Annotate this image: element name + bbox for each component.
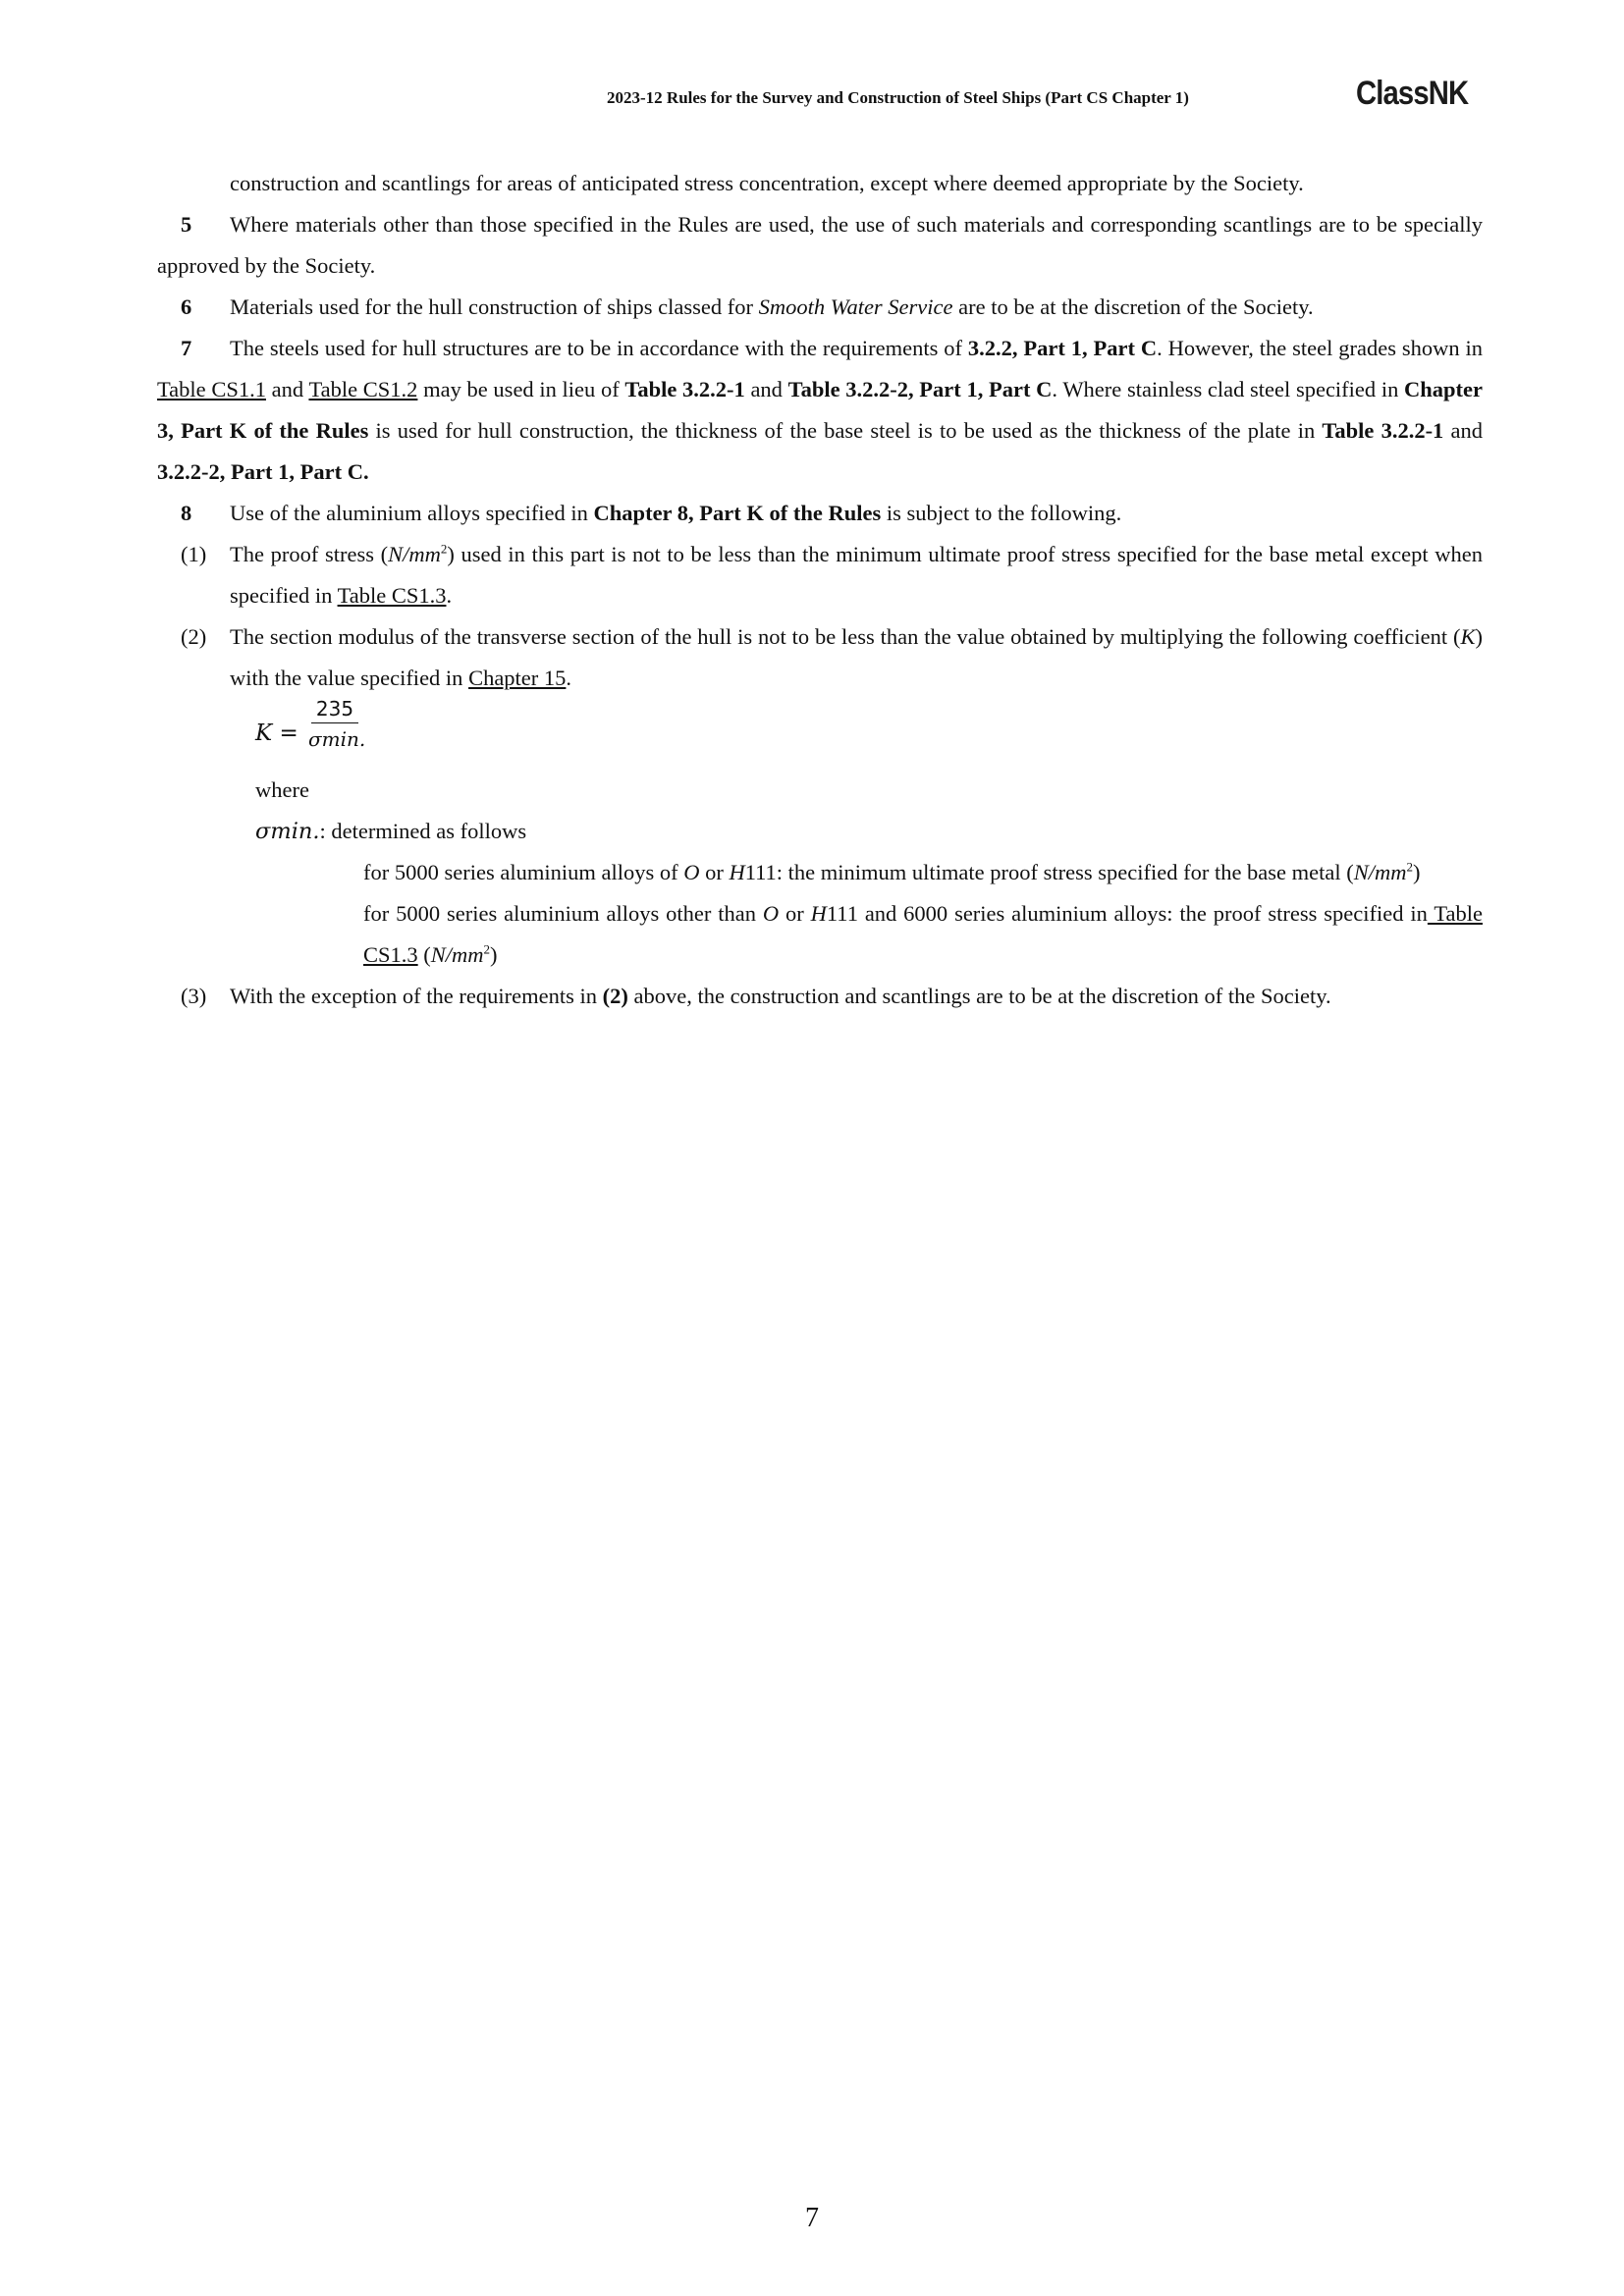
text: is used for hull construction, the thickness of the base steel is to be used as the thickness of the plate in [368,418,1323,443]
list-item-3 [157,976,1483,1017]
paragraph-5 [157,204,1483,287]
item-number: (3) [181,984,207,1008]
paragraph-number: 7 [181,336,192,360]
text: . Where stainless clad steel specified in [1052,377,1405,401]
link-table-cs1-2[interactable]: Table CS1.2 [308,377,418,401]
paragraph-6 [157,287,1483,328]
link-table-cs1-3[interactable]: Table CS1.3 [337,583,447,608]
paragraph-text: are to be at the discretion of the Society. [952,294,1314,319]
temper-symbol: H [810,901,827,926]
page-number: 7 [805,2203,819,2233]
list-item-1 [157,534,1483,616]
reference-bold: 3.2.2-2, Part 1, Part C. [157,459,369,484]
definition-5000-o-h111 [157,852,1483,893]
formula-numerator: 235 [315,697,354,721]
item-number: (1) [181,542,207,566]
sigma-symbol: σmin. [255,819,320,844]
reference-bold: Chapter 8, Part K of the Rules [593,501,882,525]
text: : determined as follows [319,819,527,843]
text: for 5000 series aluminium alloys other than [363,901,763,926]
text: . However, the steel grades shown in [1157,336,1483,360]
text: 111 and 6000 series aluminium alloys: the proof stress specified in [826,901,1428,926]
unit: N/mm [388,542,441,566]
superscript: 2 [1406,859,1414,875]
classnk-logo: ClassNK [1356,75,1469,112]
coefficient-symbol: K [1460,624,1476,649]
formula-lhs: K = [255,721,298,746]
text: or [699,860,730,884]
text: above, the construction and scantlings are to be at the discretion of the Society. [627,984,1331,1008]
paragraph-text: Where materials other than those specified in the Rules are used, the use of such materials and corresponding scantlings are to be specially approved by the Society. [157,212,1483,278]
temper-symbol: O [762,901,780,926]
text: With the exception of the requirements in [230,984,603,1008]
temper-symbol: O [683,860,700,884]
unit: N/mm [1353,860,1407,884]
list-item-2 [157,616,1483,699]
text: or [779,901,811,926]
superscript: 2 [483,941,491,957]
where-label: where [255,777,309,802]
temper-symbol: H [729,860,745,884]
link-table-cs1-3[interactable]: Table CS1.3 [363,901,1484,967]
link-table-cs1-1[interactable]: Table CS1.1 [157,377,266,401]
item-number: (2) [181,624,207,649]
text: . [566,666,572,690]
document-body [157,163,1483,1017]
text: ) with the value specified in [230,624,1483,690]
text: ) [490,942,498,967]
text: The proof stress ( [230,542,389,566]
text: The steels used for hull structures are to be in accordance with the requirements of [230,336,968,360]
text: ( [417,942,431,967]
header-title: 2023-12 Rules for the Survey and Construction of Steel Ships (Part CS Chapter 1) [607,88,1189,107]
text: The section modulus of the transverse section of the hull is not to be less than the value obtained by multiplying the following coefficient ( [230,624,1461,649]
reference-bold: (2) [602,984,628,1008]
paragraph-7 [157,328,1483,493]
unit: N/mm [430,942,484,967]
formula-denominator: σmin. [308,727,366,751]
text: and [265,377,309,401]
text: for 5000 series aluminium alloys of [363,860,684,884]
coefficient-formula [255,699,1483,770]
paragraph-number: 8 [181,501,192,525]
paragraph-8 [157,493,1483,534]
paragraph-number: 5 [181,212,192,237]
text: ) [1413,860,1421,884]
text: Use of the aluminium alloys specified in [230,501,594,525]
definition-other-alloys [157,893,1483,976]
sigma-definition [157,811,1483,852]
text: 111: the minimum ultimate proof stress specified for the base metal ( [744,860,1354,884]
formula-fraction [308,695,366,755]
text: may be used in lieu of [417,377,625,401]
reference-bold: Chapter 3, Part K of the Rules [157,377,1484,443]
reference-bold: Table 3.2.2-1 [624,377,745,401]
superscript: 2 [440,541,448,557]
paragraph-4-continuation: construction and scantlings for areas of anticipated stress concentration, except where deemed appropriate by the Society. [230,171,1304,195]
reference-bold: 3.2.2, Part 1, Part C [967,336,1158,360]
text: ) used in this part is not to be less than the minimum ultimate proof stress specified for the base metal except when specified in [230,542,1483,608]
text: . [446,583,453,608]
text: and [744,377,788,401]
link-chapter-15[interactable]: Chapter 15 [468,666,567,690]
paragraph-text: Materials used for the hull construction of ships classed for [230,294,759,319]
reference-bold: Table 3.2.2-2, Part 1, Part C [787,377,1053,401]
paragraph-number: 6 [181,294,192,319]
smooth-water-service-term: Smooth Water Service [758,294,953,319]
text: is subject to the following. [881,501,1122,525]
reference-bold: Table 3.2.2-1 [1322,418,1444,443]
text: and [1443,418,1484,443]
